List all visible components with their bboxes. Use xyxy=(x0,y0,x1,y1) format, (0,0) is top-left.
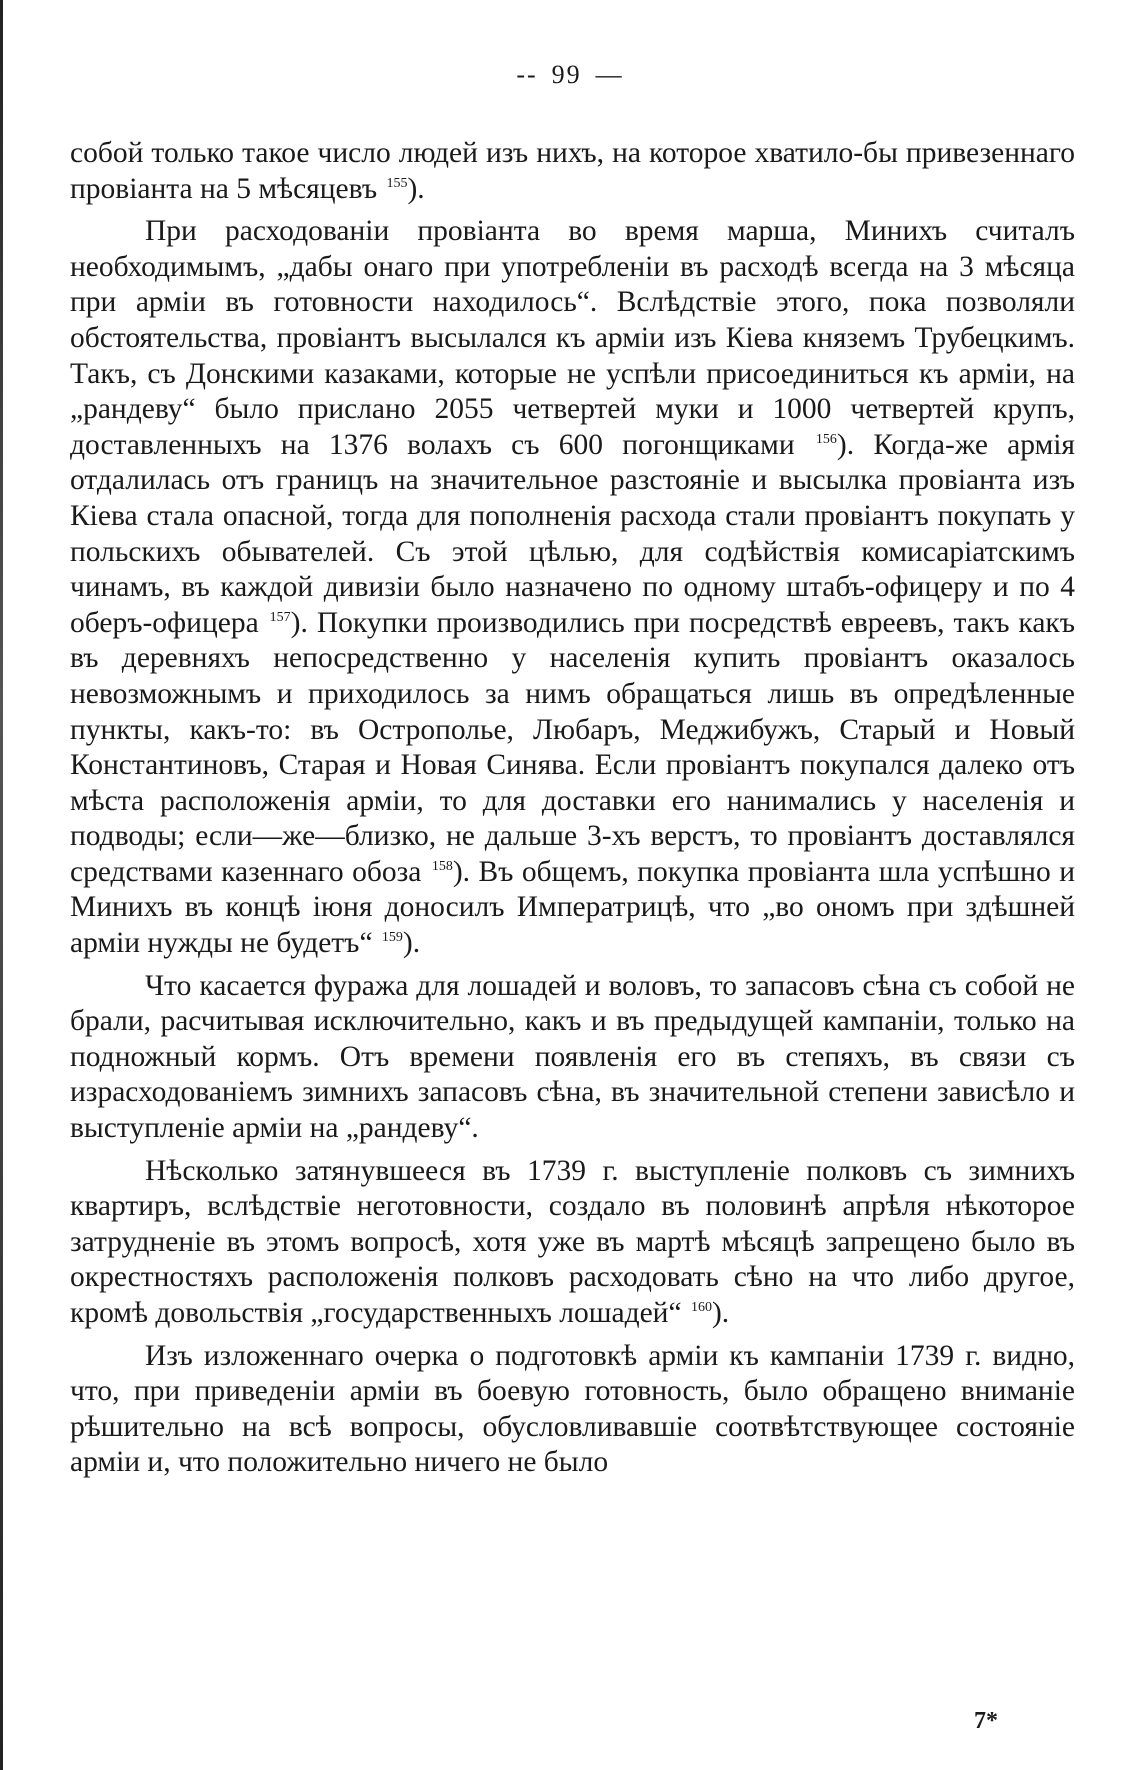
text-run: собой только такое число людей изъ нихъ, на которое хватило-бы привезеннаго провіанта на 5 мѣсяцевъ xyxy=(70,137,1075,205)
text-run: ). Когда-же армія отдалилась отъ границъ на значительное разстояніе и высылка провіанта изъ Кіева стала опасной, тогда для пополненія расхода стали провіантъ покупать у польскихъ обывателей. Съ этой цѣлью, для содѣйствія комисаріатскимъ чинамъ, въ каждой дивизіи было назначено по одному штабъ-офицеру и по 4 оберъ-офицера xyxy=(70,428,1075,639)
text-run: ). Покупки производились при посредствѣ евреевъ, такъ какъ въ деревняхъ непосредственно у населенія купить провіантъ оказалось невозможнымъ и приходилось за нимъ обращаться лишь въ опредѣленные пункты, какъ-то: въ Острополье, Любаръ, Меджибужъ, Старый и Новый Константиновъ, Старая и Новая Синява. Если провіантъ покупался далеко отъ мѣста расположенія арміи, то для доставки его нанимались у населенія и подводы; если—же—близко, не дальше 3-хъ верстъ, то провіантъ доставлялся средствами казеннаго обоза xyxy=(70,606,1075,888)
page-number: 99 xyxy=(551,60,582,89)
paragraph xyxy=(70,214,1075,961)
paragraph xyxy=(70,1154,1075,1332)
signature-mark: 7* xyxy=(974,1708,998,1734)
text-run: ). xyxy=(402,927,421,960)
page-header xyxy=(0,60,1140,90)
footnote-marker: 160 xyxy=(690,1300,712,1316)
text-run: ). Въ общемъ, покупка провіанта шла успѣшно и Минихъ въ концѣ іюня доносилъ Императрицѣ, что „во ономъ при здѣшней арміи нужды не будетъ“ xyxy=(70,855,1075,960)
footnote-marker: 158 xyxy=(431,859,453,875)
scan-edge xyxy=(0,0,3,1770)
footnote-marker: 155 xyxy=(386,175,408,191)
text-run: ). xyxy=(407,172,425,205)
text-run: При расходованіи провіанта во время марша, Минихъ считалъ необходимымъ, „дабы онаго при употребленіи въ расходѣ всегда на 3 мѣсяца при арміи въ готовности находилось“. Вслѣдствіе этого, пока позволяли обстоятельства, провіантъ высылался къ арміи изъ Кіева княземъ Трубецкимъ. Такъ, съ Донскими казаками, которые не успѣли присоединиться къ арміи, на „рандеву“ было прислано 2055 четвертей муки и 1000 четвертей крупъ, доставленныхъ на 1376 волахъ съ 600 погонщиками xyxy=(70,215,1075,461)
paragraph xyxy=(70,1339,1075,1481)
text-run: Что касается фуража для лошадей и воловъ, то запасовъ сѣна съ собой не брали, расчитывая исключительно, какъ и въ предыдущей кампаніи, только на подножный кормъ. Отъ времени появленія его въ степяхъ, въ связи съ израсходованіемъ зимнихъ запасовъ сѣна, въ значительной степени зависѣло и выступленіе арміи на „рандеву“. xyxy=(70,969,1075,1145)
paragraph xyxy=(70,136,1075,207)
paragraph xyxy=(70,969,1075,1147)
text-run: Изъ изложеннаго очерка о подготовкѣ арміи къ кампаніи 1739 г. видно, что, при приведеніи арміи въ боевую готовность, было обращено вниманіе рѣшительно на всѣ вопросы, обусловливавшіе соотвѣтствующее состояніе арміи и, что положительно ничего не было xyxy=(70,1339,1075,1479)
header-dash-right: — xyxy=(595,60,624,89)
text-run: ). xyxy=(711,1297,730,1329)
header-dash-left: -- xyxy=(516,60,538,89)
body-text xyxy=(70,136,1075,1488)
footnote-marker: 159 xyxy=(381,930,403,946)
text-run: Нѣсколько затянувшееся въ 1739 г. выступленіе полковъ съ зимнихъ квартиръ, вслѣдствіе неготовности, создало въ половинѣ апрѣля нѣкоторое затрудненіе въ этомъ вопросѣ, хотя уже въ мартѣ мѣсяцѣ запрещено было въ окрестностяхъ расположенія полковъ расходовать сѣно на что либо другое, кромѣ довольствія „государственныхъ лошадей“ xyxy=(70,1154,1075,1329)
footnote-marker: 156 xyxy=(815,431,837,447)
footnote-marker: 157 xyxy=(269,609,291,625)
